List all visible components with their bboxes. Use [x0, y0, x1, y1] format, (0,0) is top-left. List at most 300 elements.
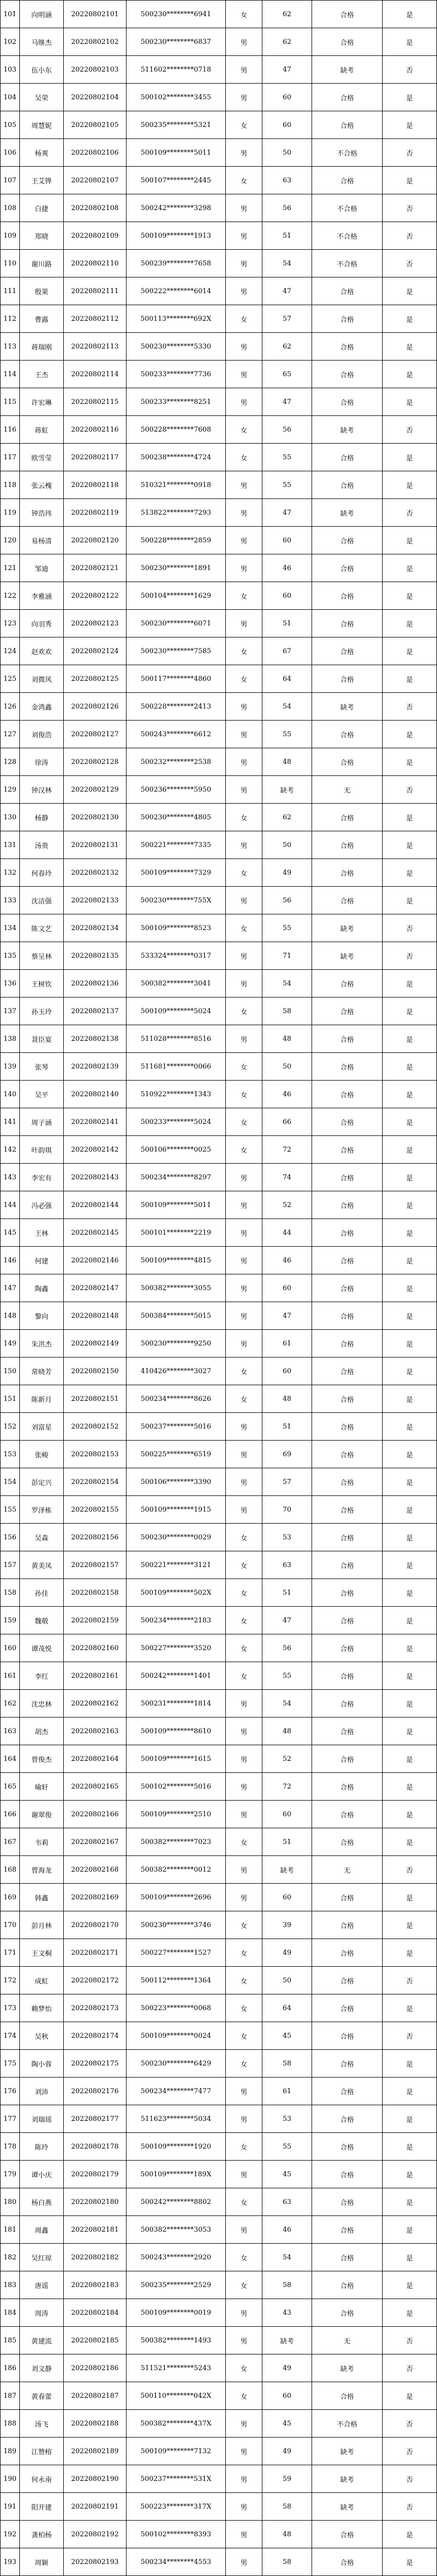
cell-id-number: 500243********2920 [126, 2244, 226, 2271]
cell-score: 67 [262, 637, 312, 665]
cell-qualified: 是 [383, 361, 437, 388]
cell-gender: 男 [226, 2493, 262, 2520]
cell-score: 65 [262, 361, 312, 388]
cell-gender: 男 [226, 56, 262, 83]
cell-exam-number: 20220802124 [64, 637, 126, 665]
cell-no: 172 [0, 1967, 20, 1994]
cell-id-number: 500225********6519 [126, 1441, 226, 1468]
cell-no: 109 [0, 222, 20, 249]
cell-name: 伍小东 [20, 56, 64, 83]
cell-score: 71 [262, 942, 312, 969]
cell-gender: 男 [226, 831, 262, 858]
cell-name: 朱洪杰 [20, 1330, 64, 1357]
cell-id-number: 511028********8516 [126, 1025, 226, 1052]
cell-exam-number: 20220802112 [64, 305, 126, 332]
cell-result: 合格 [312, 361, 383, 388]
cell-qualified: 是 [383, 1274, 437, 1302]
cell-score: 60 [262, 84, 312, 111]
cell-result: 合格 [312, 1939, 383, 1966]
cell-no: 189 [0, 2438, 20, 2465]
cell-name: 张琴 [20, 1053, 64, 1080]
cell-id-number: 500233********8251 [126, 388, 226, 415]
table-row [0, 527, 437, 554]
cell-score: 47 [262, 499, 312, 526]
cell-score: 51 [262, 1413, 312, 1440]
cell-gender: 女 [226, 1524, 262, 1551]
cell-name: 汤贵 [20, 831, 64, 858]
table-row [0, 2299, 437, 2327]
table-row [0, 444, 437, 471]
cell-gender: 男 [226, 2521, 262, 2548]
table-row [0, 277, 437, 305]
cell-score: 48 [262, 748, 312, 775]
table-row [0, 388, 437, 416]
cell-result: 合格 [312, 1994, 383, 2022]
cell-gender: 女 [226, 2354, 262, 2382]
cell-id-number: 500109********5011 [126, 139, 226, 166]
cell-name: 吴森 [20, 1524, 64, 1551]
cell-exam-number: 20220802159 [64, 1607, 126, 1634]
cell-score: 52 [262, 1745, 312, 1772]
cell-name: 赖梦怡 [20, 1994, 64, 2022]
table-row [0, 970, 437, 997]
cell-result: 缺考 [312, 2354, 383, 2382]
cell-qualified: 是 [383, 2299, 437, 2326]
cell-exam-number: 20220802118 [64, 471, 126, 498]
cell-id-number: 500102********8393 [126, 2521, 226, 2548]
table-row [0, 1773, 437, 1801]
cell-score: 62 [262, 28, 312, 55]
cell-result: 合格 [312, 1911, 383, 1939]
table-row [0, 1191, 437, 1219]
cell-no: 177 [0, 2105, 20, 2132]
cell-no: 188 [0, 2410, 20, 2437]
table-row [0, 2133, 437, 2161]
cell-gender: 男 [226, 1247, 262, 1274]
cell-qualified: 否 [383, 139, 437, 166]
cell-id-number: 500112********1364 [126, 1967, 226, 1994]
cell-name: 蔡呈林 [20, 942, 64, 969]
cell-gender: 女 [226, 1662, 262, 1689]
cell-qualified: 是 [383, 1994, 437, 2022]
cell-id-number: 510321********0918 [126, 471, 226, 498]
cell-gender: 男 [226, 2465, 262, 2492]
cell-result: 缺考 [312, 693, 383, 720]
cell-result: 合格 [312, 305, 383, 332]
cell-gender: 女 [226, 1911, 262, 1939]
cell-name: 曾俊杰 [20, 1745, 64, 1772]
cell-gender: 女 [226, 2188, 262, 2215]
cell-id-number: 500228********2413 [126, 693, 226, 720]
cell-id-number: 510922********1343 [126, 1081, 226, 1108]
cell-result: 合格 [312, 1828, 383, 1855]
cell-score: 60 [262, 1357, 312, 1385]
cell-exam-number: 20220802145 [64, 1219, 126, 1246]
cell-gender: 男 [226, 970, 262, 997]
cell-gender: 男 [226, 388, 262, 415]
table-row [0, 1607, 437, 1634]
cell-no: 137 [0, 997, 20, 1025]
cell-qualified: 否 [383, 250, 437, 277]
cell-gender: 男 [226, 2216, 262, 2243]
cell-name: 周鑫 [20, 2216, 64, 2243]
cell-name: 黄美凤 [20, 1551, 64, 1579]
cell-qualified: 是 [383, 471, 437, 498]
cell-name: 韦莉 [20, 1828, 64, 1855]
cell-name: 汤飞 [20, 2410, 64, 2437]
cell-score: 48 [262, 1718, 312, 1745]
cell-gender: 女 [226, 637, 262, 665]
table-row [0, 1025, 437, 1053]
cell-name: 陶小蓉 [20, 2050, 64, 2077]
cell-exam-number: 20220802148 [64, 1302, 126, 1329]
cell-name: 邹迪 [20, 554, 64, 582]
cell-exam-number: 20220802158 [64, 1579, 126, 1606]
cell-gender: 女 [226, 1994, 262, 2022]
cell-score: 54 [262, 970, 312, 997]
cell-exam-number: 20220802139 [64, 1053, 126, 1080]
table-row [0, 2410, 437, 2438]
cell-qualified: 否 [383, 1967, 437, 1994]
cell-name: 周慧妮 [20, 111, 64, 138]
cell-exam-number: 20220802162 [64, 1690, 126, 1717]
table-row [0, 1274, 437, 1302]
cell-result: 合格 [312, 28, 383, 55]
cell-score: 60 [262, 527, 312, 554]
cell-result: 合格 [312, 2299, 383, 2326]
cell-id-number: 500230********1891 [126, 554, 226, 582]
cell-result: 合格 [312, 1025, 383, 1052]
cell-qualified: 否 [383, 416, 437, 443]
cell-no: 144 [0, 1191, 20, 1219]
cell-exam-number: 20220802114 [64, 361, 126, 388]
cell-score: 63 [262, 1551, 312, 1579]
cell-result: 合格 [312, 1330, 383, 1357]
cell-exam-number: 20220802166 [64, 1801, 126, 1828]
cell-id-number: 500234********7477 [126, 2078, 226, 2105]
cell-result: 无 [312, 776, 383, 803]
cell-name: 杨白燕 [20, 2188, 64, 2215]
cell-exam-number: 20220802116 [64, 416, 126, 443]
cell-result: 合格 [312, 1302, 383, 1329]
cell-result: 缺考 [312, 416, 383, 443]
cell-id-number: 500109********4815 [126, 1247, 226, 1274]
cell-qualified: 是 [383, 887, 437, 914]
cell-no: 151 [0, 1385, 20, 1412]
table-row [0, 804, 437, 831]
cell-score: 53 [262, 2105, 312, 2132]
cell-id-number: 500239********7658 [126, 250, 226, 277]
cell-no: 146 [0, 1247, 20, 1274]
cell-no: 141 [0, 1108, 20, 1135]
cell-name: 谭小庆 [20, 2161, 64, 2188]
cell-result: 合格 [312, 2133, 383, 2160]
cell-exam-number: 20220802164 [64, 1745, 126, 1772]
cell-exam-number: 20220802190 [64, 2465, 126, 2492]
cell-id-number: 500109********502X [126, 1579, 226, 1606]
cell-exam-number: 20220802147 [64, 1274, 126, 1302]
cell-qualified: 是 [383, 2382, 437, 2409]
table-row [0, 2188, 437, 2216]
table-row [0, 1, 437, 28]
cell-exam-number: 20220802110 [64, 250, 126, 277]
cell-exam-number: 20220802136 [64, 970, 126, 997]
cell-no: 182 [0, 2244, 20, 2271]
cell-qualified: 是 [383, 554, 437, 582]
cell-exam-number: 20220802169 [64, 1884, 126, 1911]
cell-score: 52 [262, 1191, 312, 1219]
cell-gender: 女 [226, 2133, 262, 2160]
cell-gender: 男 [226, 610, 262, 637]
cell-name: 江赞榕 [20, 2438, 64, 2465]
cell-gender: 男 [226, 499, 262, 526]
table-row [0, 2161, 437, 2188]
cell-gender: 女 [226, 416, 262, 443]
table-row [0, 333, 437, 361]
cell-qualified: 否 [383, 2465, 437, 2492]
cell-name: 沈洁强 [20, 887, 64, 914]
cell-id-number: 500102********5016 [126, 1773, 226, 1800]
cell-exam-number: 20220802187 [64, 2382, 126, 2409]
cell-exam-number: 20220802170 [64, 1911, 126, 1939]
cell-gender: 女 [226, 914, 262, 942]
cell-result: 不合格 [312, 139, 383, 166]
cell-qualified: 是 [383, 1690, 437, 1717]
table-row [0, 2078, 437, 2105]
cell-score: 缺考 [262, 776, 312, 803]
cell-gender: 女 [226, 2244, 262, 2271]
table-row [0, 2382, 437, 2410]
cell-name: 周涛 [20, 2299, 64, 2326]
cell-id-number: 500109********1920 [126, 2133, 226, 2160]
cell-score: 61 [262, 2078, 312, 2105]
cell-no: 114 [0, 361, 20, 388]
cell-name: 王树钦 [20, 970, 64, 997]
cell-score: 60 [262, 2382, 312, 2409]
table-row [0, 1441, 437, 1468]
cell-score: 61 [262, 1330, 312, 1357]
cell-exam-number: 20220802177 [64, 2105, 126, 2132]
cell-qualified: 否 [383, 2354, 437, 2382]
table-row [0, 111, 437, 139]
cell-no: 136 [0, 970, 20, 997]
table-row [0, 1385, 437, 1413]
cell-score: 53 [262, 1524, 312, 1551]
cell-qualified: 是 [383, 2548, 437, 2575]
cell-score: 54 [262, 2244, 312, 2271]
cell-score: 44 [262, 1219, 312, 1246]
cell-no: 150 [0, 1357, 20, 1385]
table-row [0, 2244, 437, 2271]
cell-name: 叶韵琪 [20, 1136, 64, 1163]
cell-gender: 男 [226, 1801, 262, 1828]
cell-id-number: 500106********0025 [126, 1136, 226, 1163]
cell-gender: 男 [226, 1191, 262, 1219]
cell-gender: 女 [226, 1607, 262, 1634]
cell-id-number: 500223********317X [126, 2493, 226, 2520]
cell-id-number: 500109********1915 [126, 1496, 226, 1523]
cell-id-number: 500110********042X [126, 2382, 226, 2409]
cell-score: 48 [262, 2521, 312, 2548]
cell-id-number: 500235********5321 [126, 111, 226, 138]
cell-gender: 女 [226, 2022, 262, 2049]
cell-gender: 男 [226, 1718, 262, 1745]
cell-qualified: 是 [383, 1413, 437, 1440]
cell-name: 彭月林 [20, 1911, 64, 1939]
cell-id-number: 500237********5016 [126, 1413, 226, 1440]
cell-qualified: 是 [383, 1357, 437, 1385]
cell-result: 合格 [312, 1718, 383, 1745]
cell-exam-number: 20220802165 [64, 1773, 126, 1800]
cell-score: 47 [262, 56, 312, 83]
cell-score: 72 [262, 1136, 312, 1163]
cell-id-number: 500230********4805 [126, 804, 226, 831]
cell-id-number: 500109********1615 [126, 1745, 226, 1772]
cell-exam-number: 20220802120 [64, 527, 126, 554]
cell-qualified: 否 [383, 499, 437, 526]
cell-result: 合格 [312, 1136, 383, 1163]
cell-result: 合格 [312, 1579, 383, 1606]
table-row [0, 194, 437, 222]
cell-exam-number: 20220802134 [64, 914, 126, 942]
table-row [0, 942, 437, 970]
cell-score: 47 [262, 277, 312, 305]
cell-result: 合格 [312, 1219, 383, 1246]
cell-id-number: 500109********189X [126, 2161, 226, 2188]
cell-qualified: 是 [383, 1302, 437, 1329]
cell-qualified: 是 [383, 2078, 437, 2105]
cell-result: 缺考 [312, 2465, 383, 2492]
cell-id-number: 500109********7132 [126, 2438, 226, 2465]
cell-id-number: 500230********3746 [126, 1911, 226, 1939]
table-row [0, 1164, 437, 1191]
cell-result: 合格 [312, 1357, 383, 1385]
cell-exam-number: 20220802133 [64, 887, 126, 914]
cell-qualified: 是 [383, 1801, 437, 1828]
table-row [0, 305, 437, 333]
cell-exam-number: 20220802126 [64, 693, 126, 720]
cell-score: 54 [262, 693, 312, 720]
cell-no: 155 [0, 1496, 20, 1523]
cell-id-number: 500109********0024 [126, 2022, 226, 2049]
cell-gender: 女 [226, 2050, 262, 2077]
cell-no: 123 [0, 610, 20, 637]
cell-qualified: 否 [383, 1856, 437, 1883]
cell-score: 55 [262, 914, 312, 942]
cell-score: 58 [262, 2493, 312, 2520]
cell-exam-number: 20220802129 [64, 776, 126, 803]
cell-exam-number: 20220802186 [64, 2354, 126, 2382]
cell-result: 合格 [312, 2216, 383, 2243]
cell-id-number: 500238********4724 [126, 444, 226, 471]
cell-no: 128 [0, 748, 20, 775]
table-row [0, 471, 437, 499]
table-row [0, 1302, 437, 1330]
cell-qualified: 是 [383, 111, 437, 138]
cell-name: 黄春蕾 [20, 2382, 64, 2409]
table-row [0, 776, 437, 804]
table-row [0, 1718, 437, 1745]
cell-name: 王林 [20, 1219, 64, 1246]
table-row [0, 1413, 437, 1441]
cell-no: 181 [0, 2216, 20, 2243]
cell-id-number: 500384********5015 [126, 1302, 226, 1329]
cell-qualified: 是 [383, 1441, 437, 1468]
cell-exam-number: 20220802128 [64, 748, 126, 775]
cell-gender: 女 [226, 1, 262, 28]
cell-name: 谭茂悦 [20, 1634, 64, 1662]
cell-no: 163 [0, 1718, 20, 1745]
table-row [0, 914, 437, 942]
cell-exam-number: 20220802189 [64, 2438, 126, 2465]
cell-qualified: 是 [383, 831, 437, 858]
cell-qualified: 是 [383, 1718, 437, 1745]
cell-score: 58 [262, 997, 312, 1025]
cell-exam-number: 20220802163 [64, 1718, 126, 1745]
cell-exam-number: 20220802182 [64, 2244, 126, 2271]
cell-exam-number: 20220802125 [64, 665, 126, 692]
cell-name: 孙玉玲 [20, 997, 64, 1025]
cell-result: 合格 [312, 1081, 383, 1108]
cell-no: 167 [0, 1828, 20, 1855]
cell-exam-number: 20220802117 [64, 444, 126, 471]
cell-exam-number: 20220802154 [64, 1468, 126, 1495]
cell-no: 132 [0, 859, 20, 886]
cell-gender: 男 [226, 194, 262, 222]
cell-gender: 男 [226, 776, 262, 803]
cell-qualified: 是 [383, 305, 437, 332]
cell-id-number: 500234********8297 [126, 1164, 226, 1191]
cell-qualified: 是 [383, 1828, 437, 1855]
cell-exam-number: 20220802184 [64, 2299, 126, 2326]
cell-qualified: 是 [383, 1081, 437, 1108]
cell-exam-number: 20220802173 [64, 1994, 126, 2022]
cell-gender: 男 [226, 1773, 262, 1800]
cell-id-number: 500109********5011 [126, 1191, 226, 1219]
cell-name: 常晓芳 [20, 1357, 64, 1385]
cell-id-number: 500109********2510 [126, 1801, 226, 1828]
cell-qualified: 是 [383, 1939, 437, 1966]
cell-exam-number: 20220802104 [64, 84, 126, 111]
cell-qualified: 是 [383, 1524, 437, 1551]
cell-no: 161 [0, 1662, 20, 1689]
table-row [0, 2327, 437, 2354]
cell-exam-number: 20220802109 [64, 222, 126, 249]
cell-score: 74 [262, 1164, 312, 1191]
cell-name: 钟汉林 [20, 776, 64, 803]
cell-name: 陈玲 [20, 2133, 64, 2160]
cell-qualified: 是 [383, 804, 437, 831]
cell-name: 王杰 [20, 361, 64, 388]
cell-qualified: 是 [383, 1330, 437, 1357]
cell-exam-number: 20220802155 [64, 1496, 126, 1523]
cell-name: 白捷 [20, 194, 64, 222]
cell-id-number: 533324********0317 [126, 942, 226, 969]
cell-id-number: 500242********3298 [126, 194, 226, 222]
cell-qualified: 是 [383, 333, 437, 360]
cell-name: 聂臣宴 [20, 1025, 64, 1052]
cell-name: 吴荣 [20, 84, 64, 111]
cell-score: 56 [262, 1634, 312, 1662]
cell-exam-number: 20220802123 [64, 610, 126, 637]
cell-gender: 男 [226, 1690, 262, 1717]
cell-name: 赵欢欢 [20, 637, 64, 665]
cell-score: 47 [262, 388, 312, 415]
cell-gender: 男 [226, 693, 262, 720]
cell-id-number: 500242********8802 [126, 2188, 226, 2215]
cell-name: 孙佳 [20, 1579, 64, 1606]
cell-name: 许宏琳 [20, 388, 64, 415]
